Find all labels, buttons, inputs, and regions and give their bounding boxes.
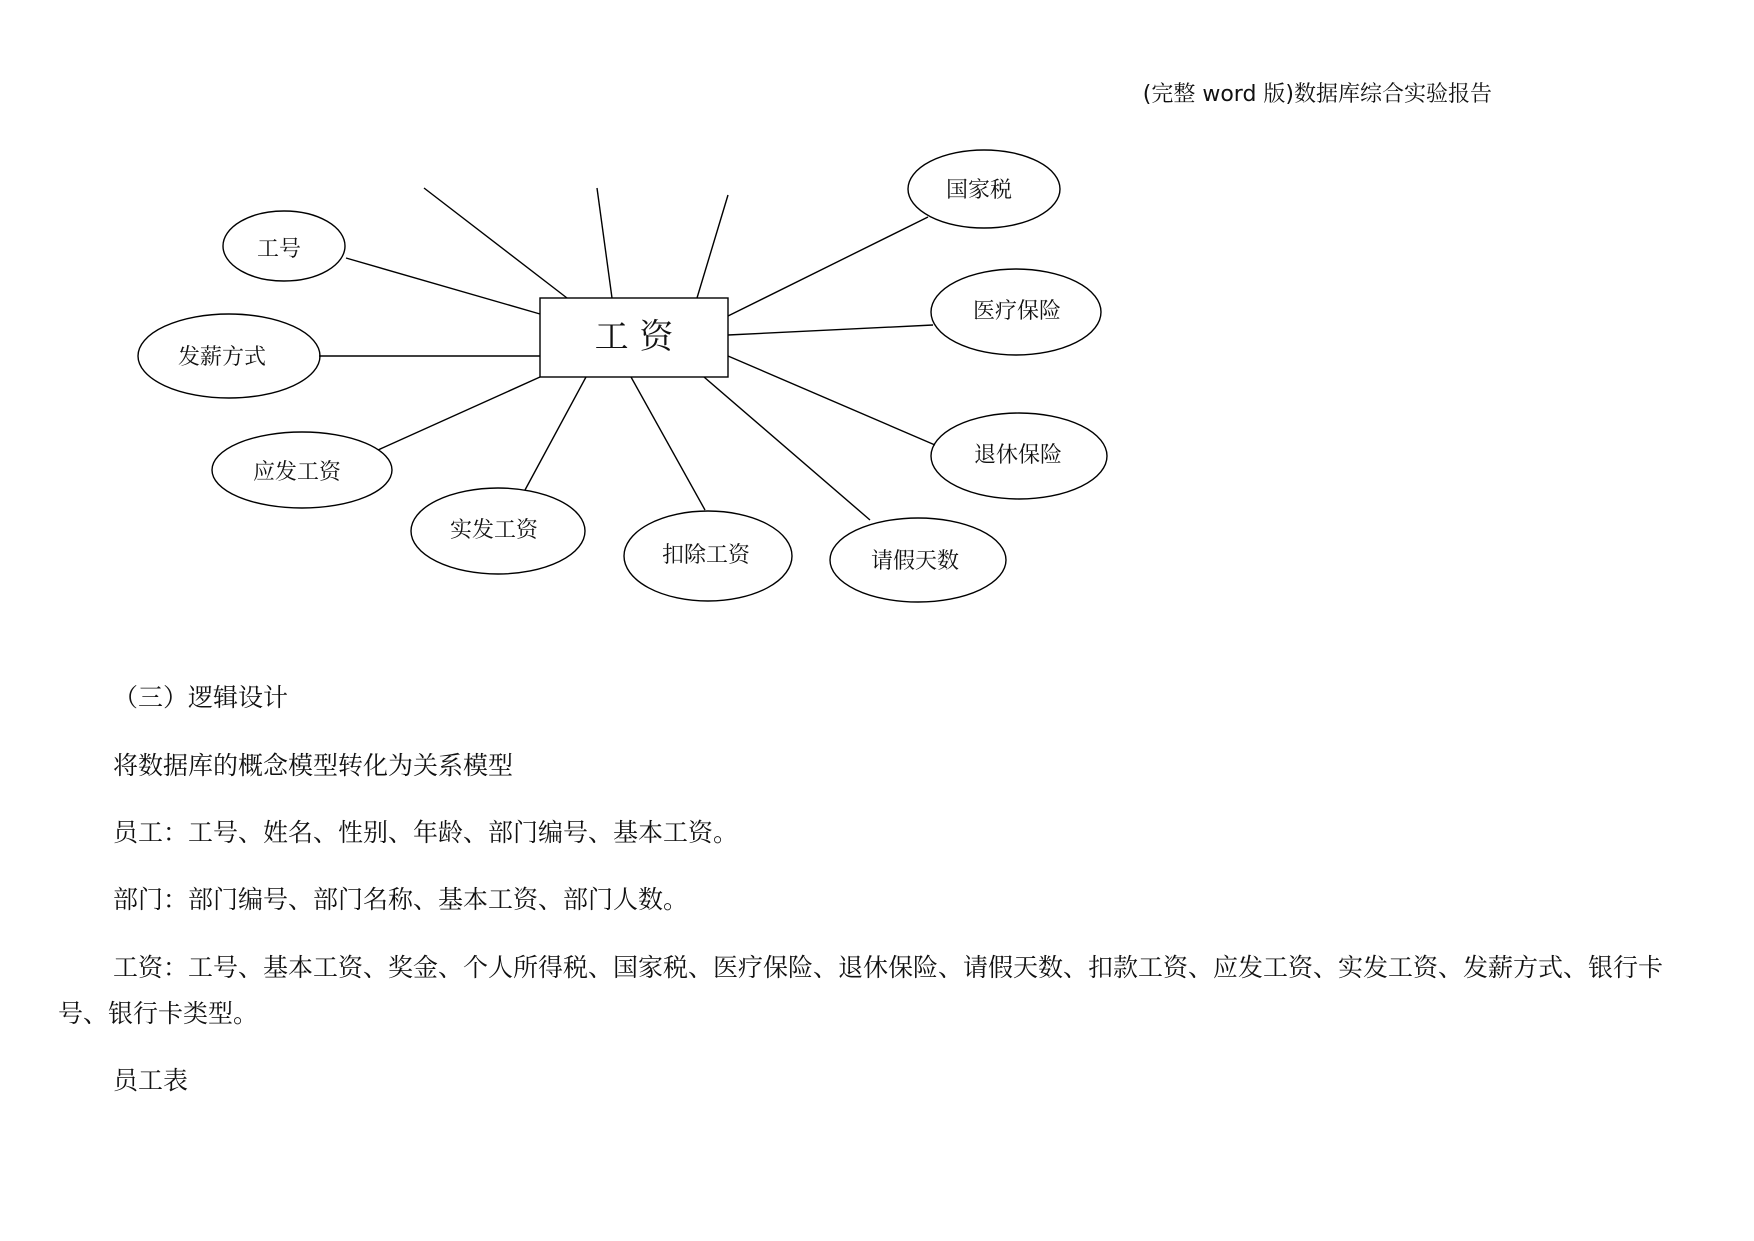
entity-label: 工 资 — [594, 317, 674, 357]
employee-table-label: 员工表 — [113, 1066, 189, 1095]
connector-line — [728, 356, 935, 445]
connector-line — [697, 195, 728, 298]
connector-line — [728, 325, 933, 335]
intro-paragraph: 将数据库的概念模型转化为关系模型 — [113, 751, 514, 780]
attribute-label-gross-salary: 应发工资 — [252, 460, 342, 485]
connector-line — [525, 377, 586, 490]
attribute-label-medical-insurance: 医疗保险 — [972, 299, 1062, 324]
attribute-label-retirement-insurance: 退休保险 — [973, 443, 1063, 468]
attribute-label-leave-days: 请假天数 — [870, 549, 960, 574]
connector-line — [728, 217, 928, 316]
section-heading: （三）逻辑设计 — [113, 683, 289, 712]
connector-line — [597, 188, 612, 298]
document-header-title: (完整 word 版)数据库综合实验报告 — [1142, 82, 1492, 107]
connector-line — [378, 377, 540, 450]
attribute-label-payment-method: 发薪方式 — [177, 345, 267, 370]
connector-line — [346, 258, 540, 314]
attribute-label-net-salary: 实发工资 — [449, 518, 539, 543]
salary-relation-paragraph: 工资：工号、基本工资、奖金、个人所得税、国家税、医疗保险、退休保险、请假天数、扣款工资、应发工资、实发工资、发薪方式、银行卡号、银行卡类型。 — [58, 953, 1664, 1028]
department-relation-paragraph: 部门：部门编号、部门名称、基本工资、部门人数。 — [113, 885, 689, 914]
employee-relation-paragraph: 员工：工号、姓名、性别、年龄、部门编号、基本工资。 — [113, 818, 739, 847]
attribute-label-employee-id: 工号 — [256, 237, 302, 262]
connector-line — [631, 377, 705, 510]
connector-line — [424, 188, 567, 298]
attribute-label-national-tax: 国家税 — [945, 178, 1013, 203]
connector-line — [704, 377, 870, 520]
attribute-label-deducted-salary: 扣除工资 — [661, 543, 751, 568]
